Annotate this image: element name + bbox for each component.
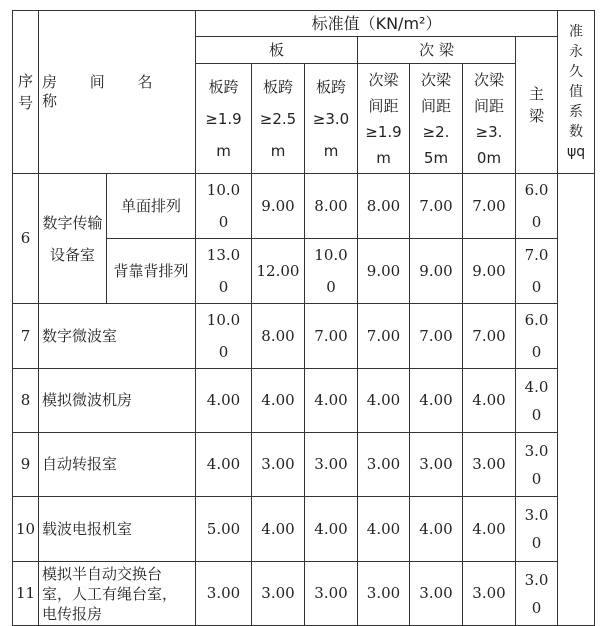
row-7-value: 7.00 [358,304,410,369]
header-beam-2: 次梁 间距 ≥2. 5m [410,64,463,174]
row-9-value: 4.00 [196,433,252,497]
row-6a-coef [558,174,595,239]
row-6b-coef [558,239,595,304]
header-beam-3: 次梁 间距 ≥3. 0m [463,64,516,174]
row-6a-value: 7.00 [410,174,463,239]
row-6a-value: 8.00 [358,174,410,239]
row-9-value: 3.00 [305,433,358,497]
row-6a-value: 7.00 [463,174,516,239]
row-8-value: 4.00 [252,369,305,433]
row-10-coef [558,497,595,562]
header-group-beam: 次 梁 [358,37,516,64]
row-8-seq: 8 [13,369,39,433]
row-9-value: 3.00 [358,433,410,497]
load-standard-table [12,10,595,626]
row-6a-main-beam: 6.0 0 [516,174,558,239]
row-10-value: 4.00 [305,497,358,562]
row-11-seq: 11 [13,562,39,626]
row-7-seq: 7 [13,304,39,369]
row-6b-main-beam: 7.0 0 [516,239,558,304]
header-slab-3: 板跨 ≥3.0 m [305,64,358,174]
row-10-value: 4.00 [410,497,463,562]
row-10-value: 4.00 [463,497,516,562]
row-6b-value: 9.00 [463,239,516,304]
row-11-value: 3.00 [410,562,463,626]
row-6b-value: 13.0 0 [196,239,252,304]
row-10-value: 4.00 [252,497,305,562]
row-11-value: 3.00 [358,562,410,626]
row-9-value: 3.00 [252,433,305,497]
row-7-value: 7.00 [463,304,516,369]
row-7-value: 10.0 0 [196,304,252,369]
row-10-value: 4.00 [358,497,410,562]
row-7-value: 7.00 [305,304,358,369]
row-7-name: 数字微波室 [39,304,196,369]
header-quasi-permanent: 准 永 久 值 系 数 ψq [558,11,595,174]
row-11-coef [558,562,595,626]
row-11-name: 模拟半自动交换台 室，人工有绳台室， 电传报房 [39,562,196,626]
row-8-coef [558,369,595,433]
header-group-slab: 板 [196,37,358,64]
row-6-sub-back: 背靠背排列 [107,239,196,304]
row-10-name: 载波电报机室 [39,497,196,562]
header-standard-value: 标准值（KN/m²） [196,11,558,37]
row-9-seq: 9 [13,433,39,497]
row-8-value: 4.00 [410,369,463,433]
header-beam-1: 次梁 间距 ≥1.9 m [358,64,410,174]
row-7-coef [558,304,595,369]
row-9-coef [558,433,595,497]
row-11-value: 3.00 [463,562,516,626]
header-room-name: 房 间 名 称 [39,11,196,174]
row-9-value: 3.00 [410,433,463,497]
row-8-value: 4.00 [196,369,252,433]
row-10-value: 5.00 [196,497,252,562]
header-main-beam: 主 梁 [516,37,558,174]
row-8-name: 模拟微波机房 [39,369,196,433]
row-6b-value: 12.00 [252,239,305,304]
row-9-main-beam: 3.0 0 [516,433,558,497]
row-11-value: 3.00 [305,562,358,626]
row-10-seq: 10 [13,497,39,562]
row-6-name: 数字传输 设备室 [39,174,107,304]
row-6-sub-single: 单面排列 [107,174,196,239]
header-slab-2: 板跨 ≥2.5 m [252,64,305,174]
row-6-seq: 6 [13,174,39,304]
header-slab-1: 板跨 ≥1.9 m [196,64,252,174]
row-11-value: 3.00 [196,562,252,626]
row-8-value: 4.00 [305,369,358,433]
row-7-main-beam: 6.0 0 [516,304,558,369]
row-6b-value: 9.00 [358,239,410,304]
row-7-value: 7.00 [410,304,463,369]
row-11-main-beam: 3.0 0 [516,562,558,626]
row-6a-value: 8.00 [305,174,358,239]
row-6b-value: 10.0 0 [305,239,358,304]
row-7-value: 8.00 [252,304,305,369]
row-6a-value: 9.00 [252,174,305,239]
row-8-value: 4.00 [358,369,410,433]
header-seq: 序 号 [13,11,39,174]
row-8-value: 4.00 [463,369,516,433]
row-8-main-beam: 4.0 0 [516,369,558,433]
row-11-value: 3.00 [252,562,305,626]
row-9-name: 自动转报室 [39,433,196,497]
row-6b-value: 9.00 [410,239,463,304]
row-6a-value: 10.0 0 [196,174,252,239]
row-10-main-beam: 3.0 0 [516,497,558,562]
row-9-value: 3.00 [463,433,516,497]
